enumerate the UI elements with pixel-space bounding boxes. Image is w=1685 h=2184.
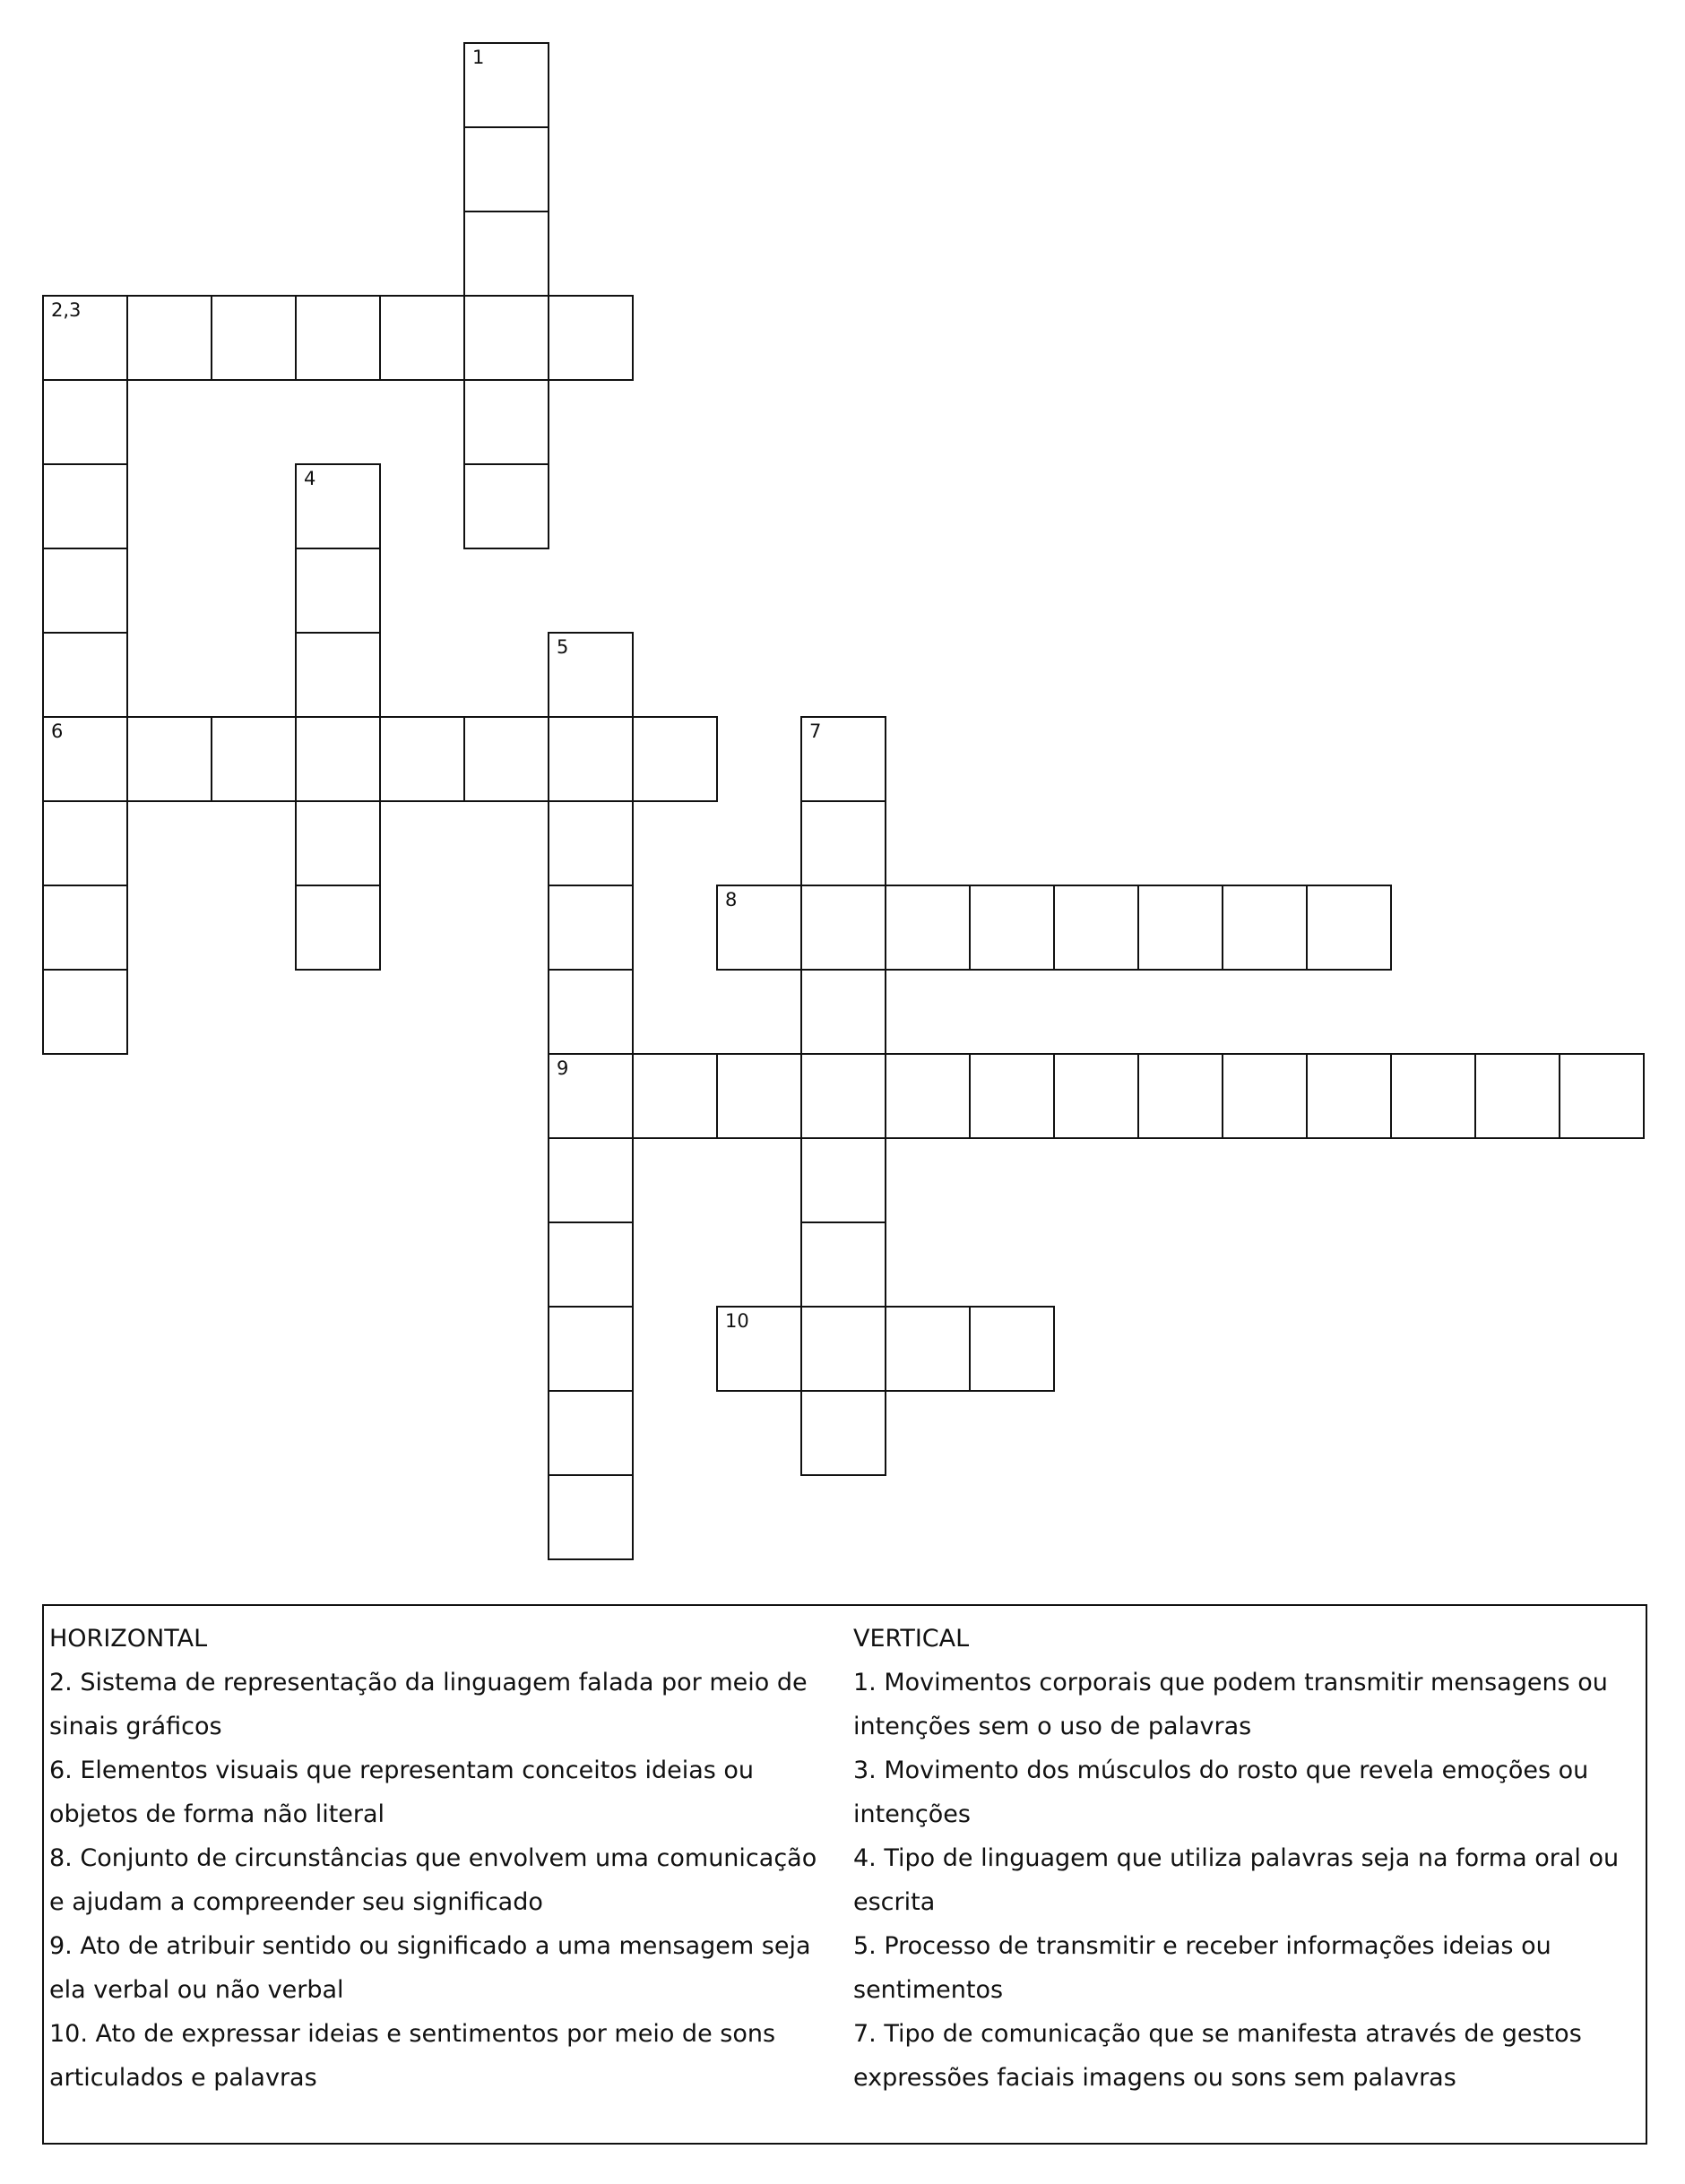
clue-number: 2,3 bbox=[51, 299, 82, 321]
vertical-clue: 5. Processo de transmitir e receber informações ideias ou sentimentos bbox=[853, 1932, 1551, 2004]
horizontal-clue: 9. Ato de atribuir sentido ou significado a uma mensagem seja ela verbal ou não verbal bbox=[49, 1932, 811, 2004]
crossword-cell[interactable] bbox=[463, 211, 549, 297]
crossword-cell[interactable] bbox=[1306, 885, 1392, 971]
crossword-cell[interactable] bbox=[548, 1053, 634, 1139]
crossword-cell[interactable] bbox=[800, 1053, 886, 1139]
crossword-cell[interactable] bbox=[295, 295, 381, 381]
crossword-cell[interactable] bbox=[548, 1306, 634, 1392]
horizontal-heading: HORIZONTAL bbox=[49, 1625, 208, 1653]
crossword-cell[interactable] bbox=[885, 1306, 971, 1392]
clue-number: 6 bbox=[51, 721, 64, 742]
crossword-cell[interactable] bbox=[1306, 1053, 1392, 1139]
clue-number: 4 bbox=[304, 468, 316, 489]
crossword-cell[interactable] bbox=[463, 126, 549, 212]
crossword-cell[interactable] bbox=[1137, 885, 1223, 971]
crossword-cell[interactable] bbox=[463, 379, 549, 465]
crossword-cell[interactable] bbox=[1137, 1053, 1223, 1139]
crossword-cell[interactable] bbox=[42, 800, 128, 886]
crossword-cell[interactable] bbox=[295, 632, 381, 718]
crossword-cell[interactable] bbox=[126, 295, 212, 381]
crossword-cell[interactable] bbox=[126, 716, 212, 802]
crossword-cell[interactable] bbox=[885, 885, 971, 971]
crossword-cell[interactable] bbox=[800, 800, 886, 886]
crossword-cell[interactable] bbox=[42, 632, 128, 718]
crossword-cell[interactable] bbox=[969, 1306, 1055, 1392]
crossword-cell[interactable] bbox=[800, 1137, 886, 1223]
crossword-cell[interactable] bbox=[295, 800, 381, 886]
crossword-cell[interactable] bbox=[716, 1306, 802, 1392]
clue-number: 7 bbox=[809, 721, 822, 742]
clue-number: 1 bbox=[472, 47, 485, 68]
crossword-cell[interactable] bbox=[1222, 1053, 1308, 1139]
crossword-cell[interactable] bbox=[548, 1474, 634, 1560]
crossword-cell[interactable] bbox=[463, 716, 549, 802]
crossword-cell[interactable] bbox=[211, 295, 297, 381]
clue-number: 5 bbox=[557, 636, 569, 658]
crossword-cell[interactable] bbox=[42, 295, 128, 381]
crossword-cell[interactable] bbox=[463, 463, 549, 549]
crossword-cell[interactable] bbox=[632, 716, 718, 802]
vertical-clue: 4. Tipo de linguagem que utiliza palavras seja na forma oral ou escrita bbox=[853, 1844, 1620, 1916]
horizontal-clues-column bbox=[49, 1617, 838, 2100]
crossword-cell[interactable] bbox=[211, 716, 297, 802]
vertical-clues-column bbox=[853, 1617, 1633, 2100]
crossword-cell[interactable] bbox=[548, 716, 634, 802]
crossword-cell[interactable] bbox=[1474, 1053, 1560, 1139]
crossword-cell[interactable] bbox=[800, 1221, 886, 1308]
crossword-cell[interactable] bbox=[42, 716, 128, 802]
crossword-cell[interactable] bbox=[969, 1053, 1055, 1139]
vertical-clue: 3. Movimento dos músculos do rosto que revela emoções ou intenções bbox=[853, 1757, 1589, 1828]
crossword-cell[interactable] bbox=[800, 885, 886, 971]
crossword-cell[interactable] bbox=[716, 885, 802, 971]
crossword-cell[interactable] bbox=[632, 1053, 718, 1139]
crossword-cell[interactable] bbox=[800, 716, 886, 802]
crossword-cell[interactable] bbox=[885, 1053, 971, 1139]
crossword-cell[interactable] bbox=[42, 548, 128, 634]
horizontal-clue: 10. Ato de expressar ideias e sentimentos por meio de sons articulados e palavras bbox=[49, 2020, 776, 2092]
horizontal-clue: 2. Sistema de representação da linguagem falada por meio de sinais gráficos bbox=[49, 1669, 808, 1740]
crossword-cell[interactable] bbox=[548, 1390, 634, 1476]
crossword-cell[interactable] bbox=[716, 1053, 802, 1139]
crossword-cell[interactable] bbox=[1053, 1053, 1139, 1139]
crossword-cell[interactable] bbox=[548, 1137, 634, 1223]
clues-box bbox=[42, 1604, 1647, 2145]
crossword-cell[interactable] bbox=[463, 42, 549, 128]
crossword-cell[interactable] bbox=[295, 463, 381, 549]
crossword-cell[interactable] bbox=[42, 885, 128, 971]
crossword-cell[interactable] bbox=[548, 885, 634, 971]
crossword-cell[interactable] bbox=[548, 969, 634, 1055]
crossword-cell[interactable] bbox=[800, 1306, 886, 1392]
crossword-cell[interactable] bbox=[800, 1390, 886, 1476]
crossword-cell[interactable] bbox=[42, 969, 128, 1055]
crossword-cell[interactable] bbox=[548, 800, 634, 886]
crossword-cell[interactable] bbox=[379, 716, 465, 802]
crossword-cell[interactable] bbox=[548, 632, 634, 718]
crossword-cell[interactable] bbox=[379, 295, 465, 381]
vertical-clue: 7. Tipo de comunicação que se manifesta através de gestos expressões faciais imagens ou sons sem palavras bbox=[853, 2020, 1582, 2092]
crossword-cell[interactable] bbox=[42, 463, 128, 549]
crossword-cell[interactable] bbox=[1053, 885, 1139, 971]
crossword-cell[interactable] bbox=[42, 379, 128, 465]
crossword-cell[interactable] bbox=[969, 885, 1055, 971]
vertical-clue: 1. Movimentos corporais que podem transmitir mensagens ou intenções sem o uso de palavras bbox=[853, 1669, 1608, 1740]
crossword-cell[interactable] bbox=[548, 295, 634, 381]
horizontal-clue: 8. Conjunto de circunstâncias que envolvem uma comunicação e ajudam a compreender seu significado bbox=[49, 1844, 817, 1916]
crossword-cell[interactable] bbox=[800, 969, 886, 1055]
crossword-cell[interactable] bbox=[1559, 1053, 1645, 1139]
crossword-cell[interactable] bbox=[548, 1221, 634, 1308]
crossword-cell[interactable] bbox=[295, 548, 381, 634]
clue-number: 9 bbox=[557, 1057, 569, 1079]
clue-number: 10 bbox=[725, 1310, 749, 1332]
crossword-cell[interactable] bbox=[1222, 885, 1308, 971]
crossword-cell[interactable] bbox=[295, 716, 381, 802]
crossword-cell[interactable] bbox=[463, 295, 549, 381]
clue-number: 8 bbox=[725, 889, 738, 911]
horizontal-clue: 6. Elementos visuais que representam conceitos ideias ou objetos de forma não literal bbox=[49, 1757, 755, 1828]
crossword-cell[interactable] bbox=[1390, 1053, 1476, 1139]
vertical-heading: VERTICAL bbox=[853, 1625, 970, 1653]
crossword-cell[interactable] bbox=[295, 885, 381, 971]
